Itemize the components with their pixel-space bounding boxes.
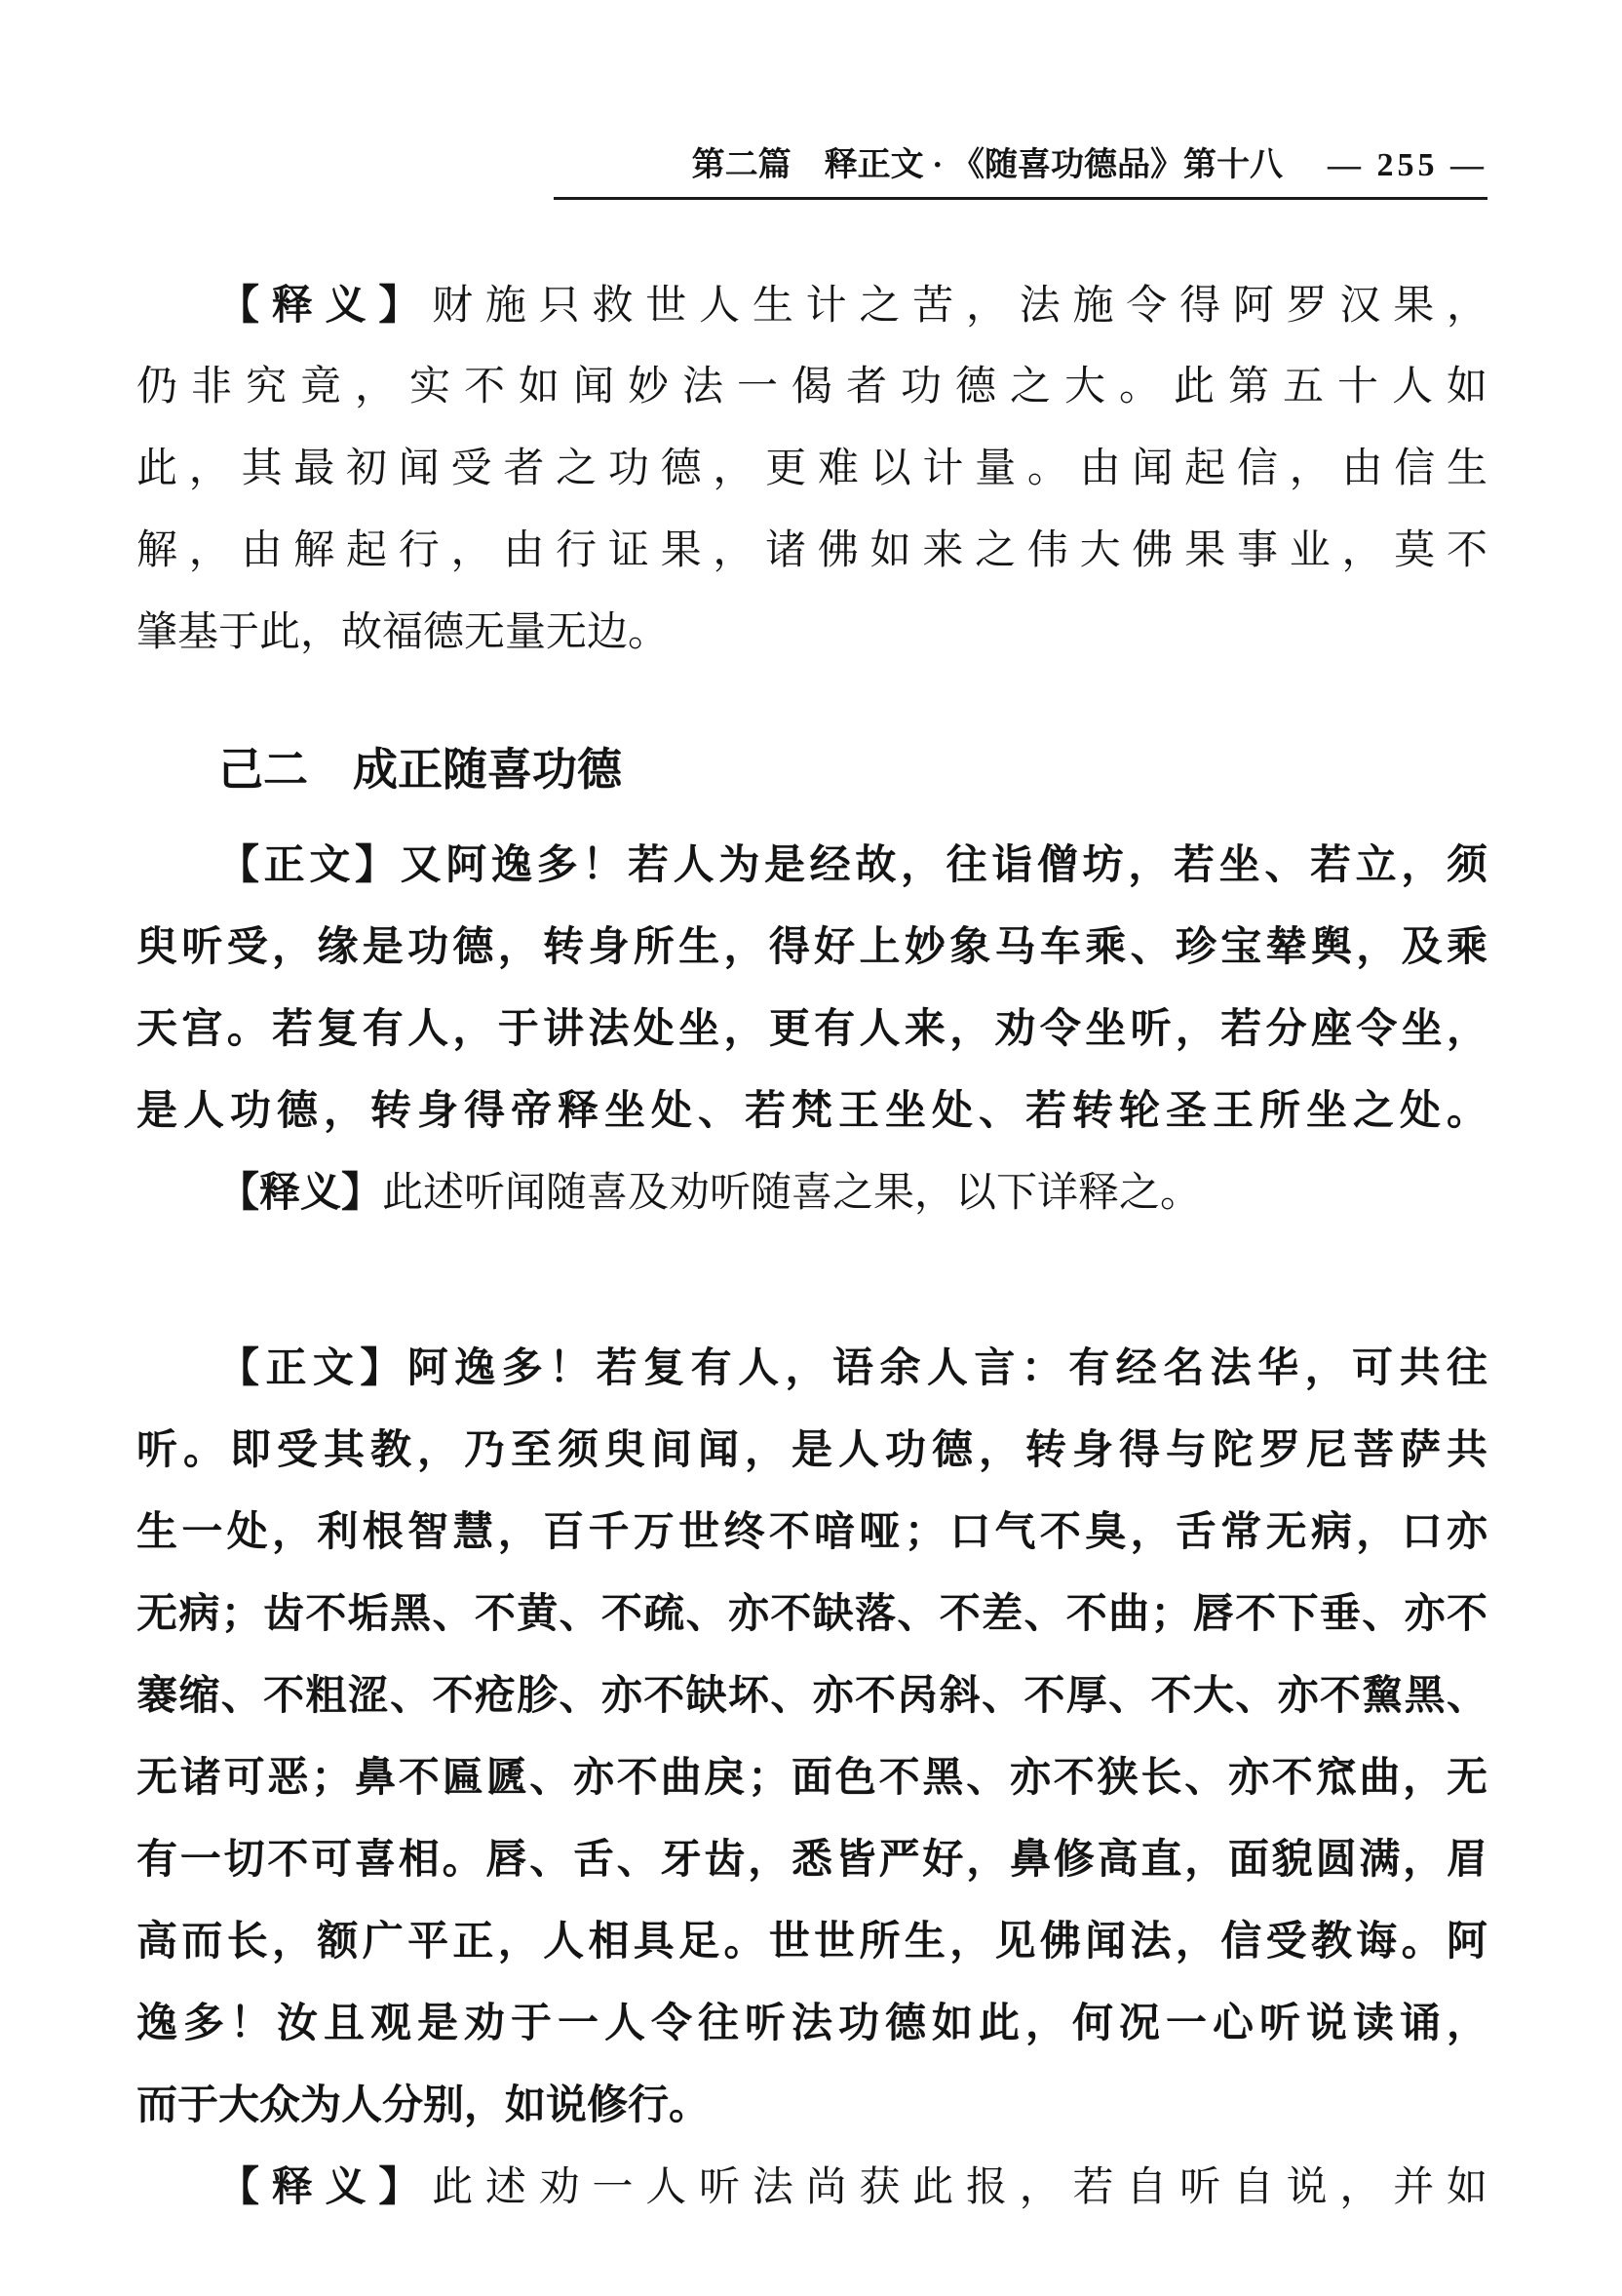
text-line: 而于大众为人分别，如说修行。 — [136, 2081, 711, 2128]
paragraph-label: 【释义】 — [218, 281, 433, 329]
text-line: 高而长，额广平正，人相具足。世世所生，见佛闻法，信受教诲。阿 — [136, 1917, 1487, 1965]
header-title: 第二篇 释正文 · 《随喜功德品》第十八 — [691, 147, 1283, 183]
paragraph-label: 【释义】 — [218, 2162, 433, 2210]
text-line: 【正文】又阿逸多！若人为是经故，往诣僧坊，若坐、若立，须 — [218, 840, 1487, 888]
text-line: 听。即受其教，乃至须臾间闻，是人功德，转身得与陀罗尼菩萨共 — [136, 1425, 1487, 1473]
text-line: 有一切不可喜相。唇、舌、牙齿，悉皆严好，鼻修高直，面貌圆满，眉 — [136, 1835, 1487, 1883]
text-line: 此，其最初闻受者之功德，更难以计量。由闻起信，由信生 — [136, 447, 1487, 491]
text-line: 【释义】此述劝一人听法尚获此报，若自听自说，并如 — [218, 2162, 1487, 2210]
sutra-text-paragraph — [136, 824, 1487, 1151]
paragraph-label: 【正文】 — [218, 840, 401, 888]
section-heading: 己二 成正随喜功德 — [218, 743, 622, 796]
text-line: 无病；齿不垢黑、不黄、不疏、亦不缺落、不差、不曲；唇不下垂、亦不 — [136, 1589, 1487, 1637]
text-line: 是人功德，转身得帝释坐处、若梵王坐处、若转轮圣王所坐之处。 — [136, 1086, 1487, 1134]
paragraph-label: 【释义】 — [218, 1168, 383, 1216]
text-line: 【释义】此述听闻随喜及劝听随喜之果，以下详释之。 — [218, 1168, 1202, 1216]
commentary-paragraph — [136, 1151, 1487, 1233]
text-line: 天宫。若复有人，于讲法处坐，更有人来，劝令坐听，若分座令坐， — [136, 1004, 1487, 1052]
sutra-text-paragraph — [136, 1327, 1487, 2146]
text-line: 臾听受，缘是功德，转身所生，得好上妙象马车乘、珍宝辇舆，及乘 — [136, 922, 1487, 970]
page-number: — 255 — — [1328, 147, 1487, 183]
paragraph-label: 【正文】 — [218, 1343, 407, 1391]
page-content — [136, 264, 1487, 2228]
commentary-paragraph — [136, 264, 1487, 674]
text-line: 无诸可恶；鼻不匾㔸、亦不曲戾；面色不黑、亦不狭长、亦不窊曲，无 — [136, 1753, 1487, 1801]
text-line: 解，由解起行，由行证果，诸佛如来之伟大佛果事业，莫不 — [136, 528, 1487, 573]
text-line: 逸多！汝且观是劝于一人令往听法功德如此，何况一心听说读诵， — [136, 1999, 1487, 2046]
commentary-paragraph — [136, 2146, 1487, 2228]
running-header — [136, 146, 1487, 185]
text-line: 肇基于此，故福德无量无边。 — [136, 610, 670, 655]
text-line: 【释义】财施只救世人生计之苦，法施令得阿罗汉果， — [218, 281, 1487, 329]
header-rule — [554, 197, 1487, 200]
text-line: 【正文】阿逸多！若复有人，语余人言：有经名法华，可共往 — [218, 1343, 1487, 1391]
text-line: 褰缩、不粗涩、不疮胗、亦不缺坏、亦不呙斜、不厚、不大、亦不黧黑、 — [136, 1671, 1487, 1719]
text-line: 仍非究竟，实不如闻妙法一偈者功德之大。此第五十人如 — [136, 365, 1487, 409]
text-line: 生一处，利根智慧，百千万世终不喑哑；口气不臭，舌常无病，口亦 — [136, 1507, 1487, 1555]
